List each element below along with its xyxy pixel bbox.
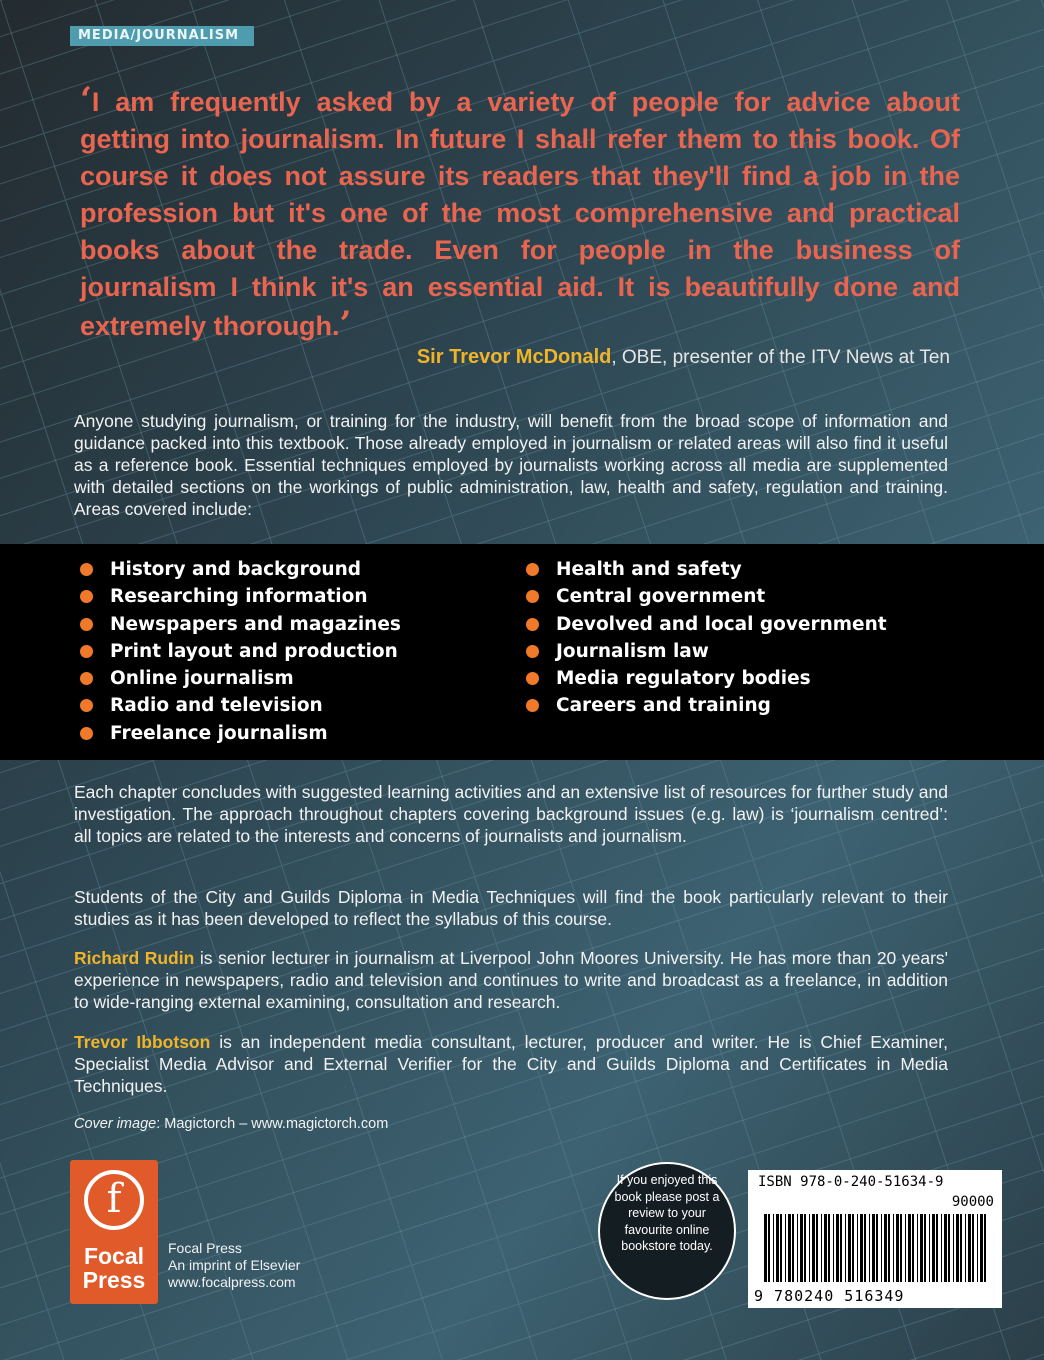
students-paragraph: Students of the City and Guilds Diploma in Media Techniques will find the book particularly relevant to their studies as it has been developed to reflect the syllabus of this course. [74, 887, 948, 929]
publisher-url: www.focalpress.com [168, 1274, 296, 1290]
barcode-bar [800, 1214, 803, 1282]
barcode-bar [828, 1214, 830, 1282]
barcode-bar [764, 1214, 767, 1282]
barcode-bar [821, 1214, 822, 1282]
barcode-bar [908, 1214, 911, 1282]
topic-label: Researching information [110, 586, 368, 608]
barcode-bar [953, 1214, 954, 1282]
topic-item [524, 692, 887, 719]
topic-item [524, 638, 887, 665]
author-bio-ibbotson [74, 1031, 948, 1097]
topic-item [524, 556, 887, 583]
topic-label: Freelance journalism [110, 722, 328, 744]
barcode-bar [944, 1214, 947, 1282]
topic-label: Central government [556, 586, 766, 608]
isbn-number: ISBN 978-0-240-51634-9 [758, 1174, 944, 1190]
author-bio-text: is an independent media consultant, lecturer, producer and writer. He is Chief Examiner, Specialist Media Advisor and External Verifier for the City and Guilds Diploma and Certificates in Media Techniques. [74, 1032, 948, 1096]
topic-item [78, 692, 401, 719]
barcode-bar [860, 1214, 863, 1282]
barcode-bar [881, 1214, 882, 1282]
barcode-bar [888, 1214, 890, 1282]
credit-label: Cover image [74, 1116, 157, 1132]
barcode-bar [929, 1214, 930, 1282]
bullet-icon [80, 618, 93, 631]
quote-attribution [417, 346, 950, 369]
publisher-imprint: An imprint of Elsevier [168, 1257, 301, 1273]
barcode-bar [948, 1214, 950, 1282]
barcode-bar [792, 1214, 794, 1282]
barcode-bar [812, 1214, 815, 1282]
barcode-bar [809, 1214, 810, 1282]
review-request-badge: If you enjoyed this book please post a review to your favourite online bookstore today. [598, 1162, 736, 1300]
barcode-bar [869, 1214, 870, 1282]
topic-item [78, 556, 401, 583]
bullet-icon [526, 672, 539, 685]
topic-item [78, 720, 401, 747]
barcode-bar [956, 1214, 959, 1282]
barcode-bar [876, 1214, 878, 1282]
barcode-bar [845, 1214, 846, 1282]
bullet-icon [80, 699, 93, 712]
barcode-bar [785, 1214, 786, 1282]
endorsement-quote [80, 82, 960, 345]
topic-item [524, 665, 887, 692]
close-quote-icon: ’ [339, 304, 352, 344]
quote-author: Sir Trevor McDonald [416, 346, 612, 368]
barcode-bar [912, 1214, 914, 1282]
bullet-icon [80, 645, 93, 658]
barcode-bar [872, 1214, 875, 1282]
barcode-bar [788, 1214, 791, 1282]
publisher-name: Focal Press [168, 1240, 242, 1256]
chapters-paragraph: Each chapter concludes with suggested learning activities and an extensive list of resources for further study and investigation. The approach throughout chapters covering background issues (e.g. law) is ‘journalism centred’: all topics are related to the interests and concerns of journalists and journalism. [74, 782, 948, 846]
quote-author-role: , OBE, presenter of the ITV News at Ten [611, 347, 950, 368]
barcode-bar [896, 1214, 899, 1282]
author-name: Trevor Ibbotson [74, 1032, 211, 1052]
barcode-bar [960, 1214, 962, 1282]
barcode-bar [884, 1214, 887, 1282]
barcode-bar [816, 1214, 818, 1282]
quote-text: I am frequently asked by a variety of people for advice about getting into journalism. In future I shall refer them to this book. Of course it does not assure its readers that they'll find a job in the profession but it's one of the most comprehensive and practical books about the trade. Even for people in the business of journalism I think it's an essential aid. It is beautifully done and extremely thorough. [80, 87, 960, 341]
barcode-bar [852, 1214, 854, 1282]
barcode-bar [936, 1214, 938, 1282]
barcode-bar [893, 1214, 894, 1282]
topics-list-left [78, 556, 401, 747]
barcode-bar [980, 1214, 983, 1282]
topic-label: Print layout and production [110, 640, 398, 662]
bullet-icon [80, 672, 93, 685]
credit-text: : Magictorch – www.magictorch.com [156, 1116, 389, 1132]
bullet-icon [526, 590, 539, 603]
barcode-bar [900, 1214, 902, 1282]
logo-word-press: Press [82, 1267, 146, 1293]
topic-item [78, 638, 401, 665]
topic-label: Health and safety [556, 559, 742, 580]
barcode-bars [764, 1214, 992, 1282]
barcode-bar [932, 1214, 935, 1282]
topic-label: Radio and television [110, 695, 323, 717]
barcode-bar [965, 1214, 966, 1282]
barcode-bar [972, 1214, 974, 1282]
barcode-bar [804, 1214, 806, 1282]
barcode-bar [776, 1214, 779, 1282]
bullet-icon [80, 590, 93, 603]
category-label: MEDIA/JOURNALISM [70, 26, 254, 46]
barcode-bar [977, 1214, 978, 1282]
barcode-bar [857, 1214, 858, 1282]
topic-label: Careers and training [556, 695, 771, 717]
author-bio-rudin [74, 947, 948, 1013]
barcode-bar [780, 1214, 782, 1282]
topic-label: History and background [110, 559, 362, 580]
barcode-bar [840, 1214, 842, 1282]
barcode-bar [773, 1214, 774, 1282]
intro-paragraph: Anyone studying journalism, or training for the industry, will benefit from the broad scope of information and guidance packed into this textbook. Those already employed in journalism or related areas will also find it useful as a reference book. Essential techniques employed by journalists working across all media are supplemented with detailed sections on the workings of public administration, law, health and safety, regulation and training. Areas covered include: [74, 411, 948, 519]
topic-item [78, 611, 401, 638]
barcode-bar [984, 1214, 986, 1282]
bullet-icon [80, 563, 93, 576]
bullet-icon [80, 727, 93, 740]
bullet-icon [526, 699, 539, 712]
logo-word-focal: Focal [83, 1243, 145, 1269]
topic-label: Journalism law [556, 640, 709, 662]
barcode-bar [920, 1214, 923, 1282]
topic-item [524, 583, 887, 610]
barcode-bar [941, 1214, 942, 1282]
barcode-bar [824, 1214, 827, 1282]
barcode-bar [768, 1214, 770, 1282]
barcode-digits: 9 780240 516349 [754, 1287, 905, 1305]
topic-item [78, 583, 401, 610]
publisher-info [168, 1240, 300, 1291]
barcode-bar [864, 1214, 866, 1282]
topic-label: Online journalism [110, 668, 294, 690]
author-bio-text: is senior lecturer in journalism at Liverpool John Moores University. He has more than 20 years' experience in newspapers, radio and television and continues to write and broadcast as a freelance, in addition to wide-ranging external examining, consultation and research. [74, 948, 948, 1012]
isbn-barcode [748, 1170, 1002, 1308]
topic-label: Media regulatory bodies [556, 668, 811, 690]
topics-list-right [524, 556, 887, 720]
bullet-icon [526, 618, 539, 631]
barcode-bar [833, 1214, 834, 1282]
topic-item [524, 611, 887, 638]
barcode-bar [917, 1214, 918, 1282]
price-code: 90000 [951, 1194, 994, 1210]
bullet-icon [526, 645, 539, 658]
barcode-bar [848, 1214, 851, 1282]
barcode-bar [797, 1214, 798, 1282]
author-name: Richard Rudin [74, 948, 195, 968]
barcode-bar [905, 1214, 906, 1282]
barcode-bar [968, 1214, 971, 1282]
bullet-icon [526, 563, 539, 576]
open-quote-icon: ‘ [80, 80, 92, 120]
barcode-bar [836, 1214, 839, 1282]
topic-label: Devolved and local government [556, 613, 887, 635]
topic-label: Newspapers and magazines [110, 613, 401, 635]
topic-item [78, 665, 401, 692]
cover-image-credit [74, 1116, 388, 1132]
barcode-bar [924, 1214, 926, 1282]
focal-press-logo [70, 1160, 158, 1304]
logo-f-icon: f [84, 1170, 144, 1230]
